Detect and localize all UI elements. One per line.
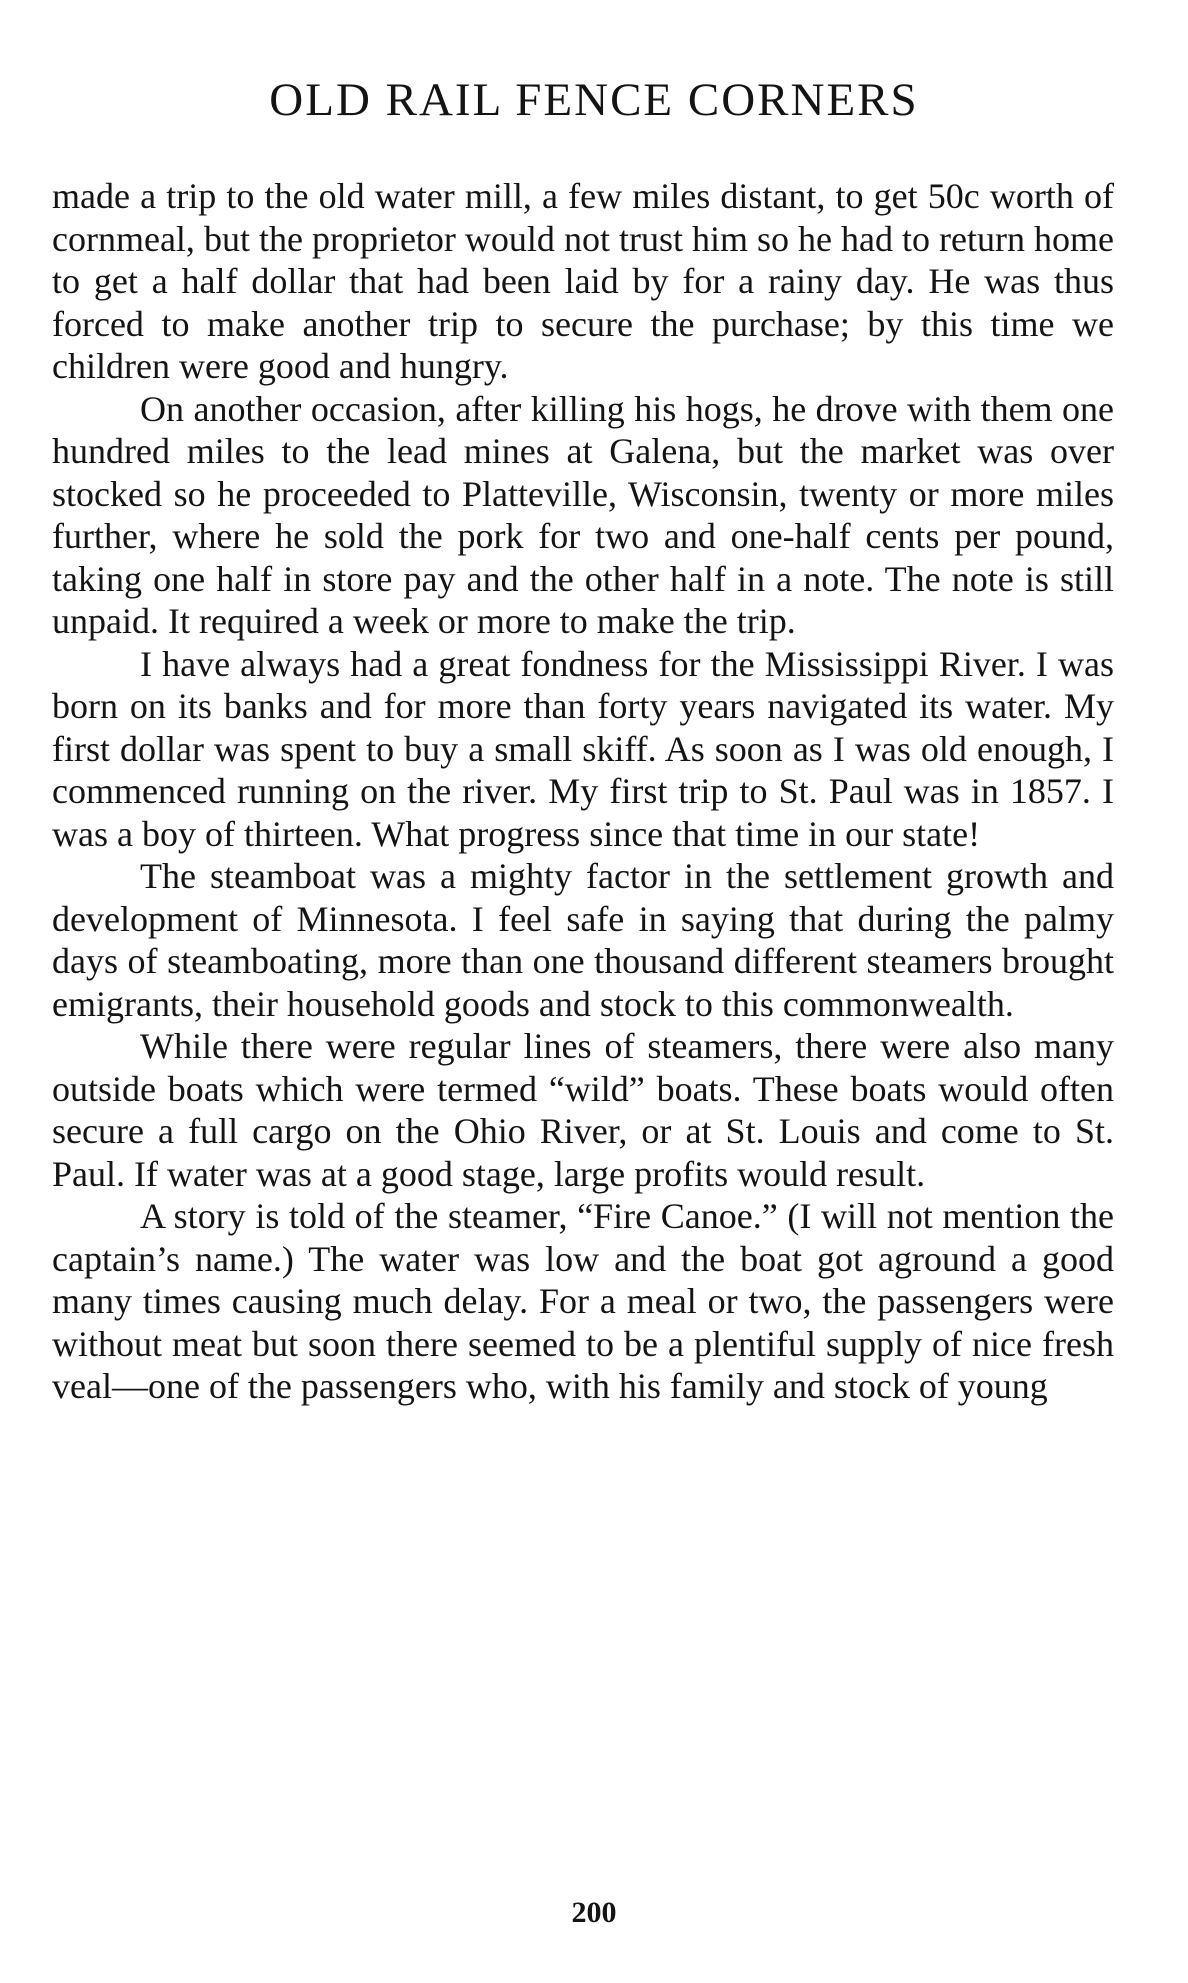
- paragraph: On another occasion, after killing his hogs, he drove with them one hundred miles to the lead mines at Galena, but the market was over stocked so he proceeded to Platteville, Wisconsin, twenty or more miles further, where he sold the pork for two and one-half cents per pound, taking one half in store pay and the other half in a note. The note is still unpaid. It required a week or more to make the trip.: [52, 388, 1114, 641]
- paragraph: While there were regular lines of steamers, there were also many outside boats which were termed “wild” boats. These boats would often secure a full cargo on the Ohio River, or at St. Louis and come to St. Paul. If water was at a good stage, large profits would result.: [52, 1026, 1114, 1194]
- paragraph: I have always had a great fondness for the Mississippi River. I was born on its banks and for more than forty years navigated its water. My first dollar was spent to buy a small skiff. As soon as I was old enough, I commenced running on the river. My first trip to St. Paul was in 1857. I was a boy of thirteen. What progress since that time in our state!: [52, 643, 1114, 854]
- paragraph: A story is told of the steamer, “Fire Canoe.” (I will not mention the captain’s name.) The water was low and the boat got aground a good many times causing much delay. For a meal or two, the passengers were without meat but soon there seemed to be a plentiful supply of nice fresh veal—one of the passengers who, with his family and stock of young: [52, 1196, 1114, 1406]
- paragraph: The steamboat was a mighty factor in the settlement growth and development of Minnesota. I feel safe in saying that during the palmy days of steamboating, more than one thousand different steamers brought emigrants, their household goods and stock to this commonwealth.: [52, 856, 1114, 1024]
- running-head: OLD RAIL FENCE CORNERS: [269, 74, 919, 126]
- page-number: 200: [571, 1896, 617, 1929]
- body-text: [52, 175, 1114, 1408]
- paragraph-continued: made a trip to the old water mill, a few miles distant, to get 50c worth of cornmeal, but the proprietor would not trust him so he had to return home to get a half dollar that had been laid by for a rainy day. He was thus forced to make another trip to secure the purchase; by this time we children were good and hungry.: [52, 176, 1114, 386]
